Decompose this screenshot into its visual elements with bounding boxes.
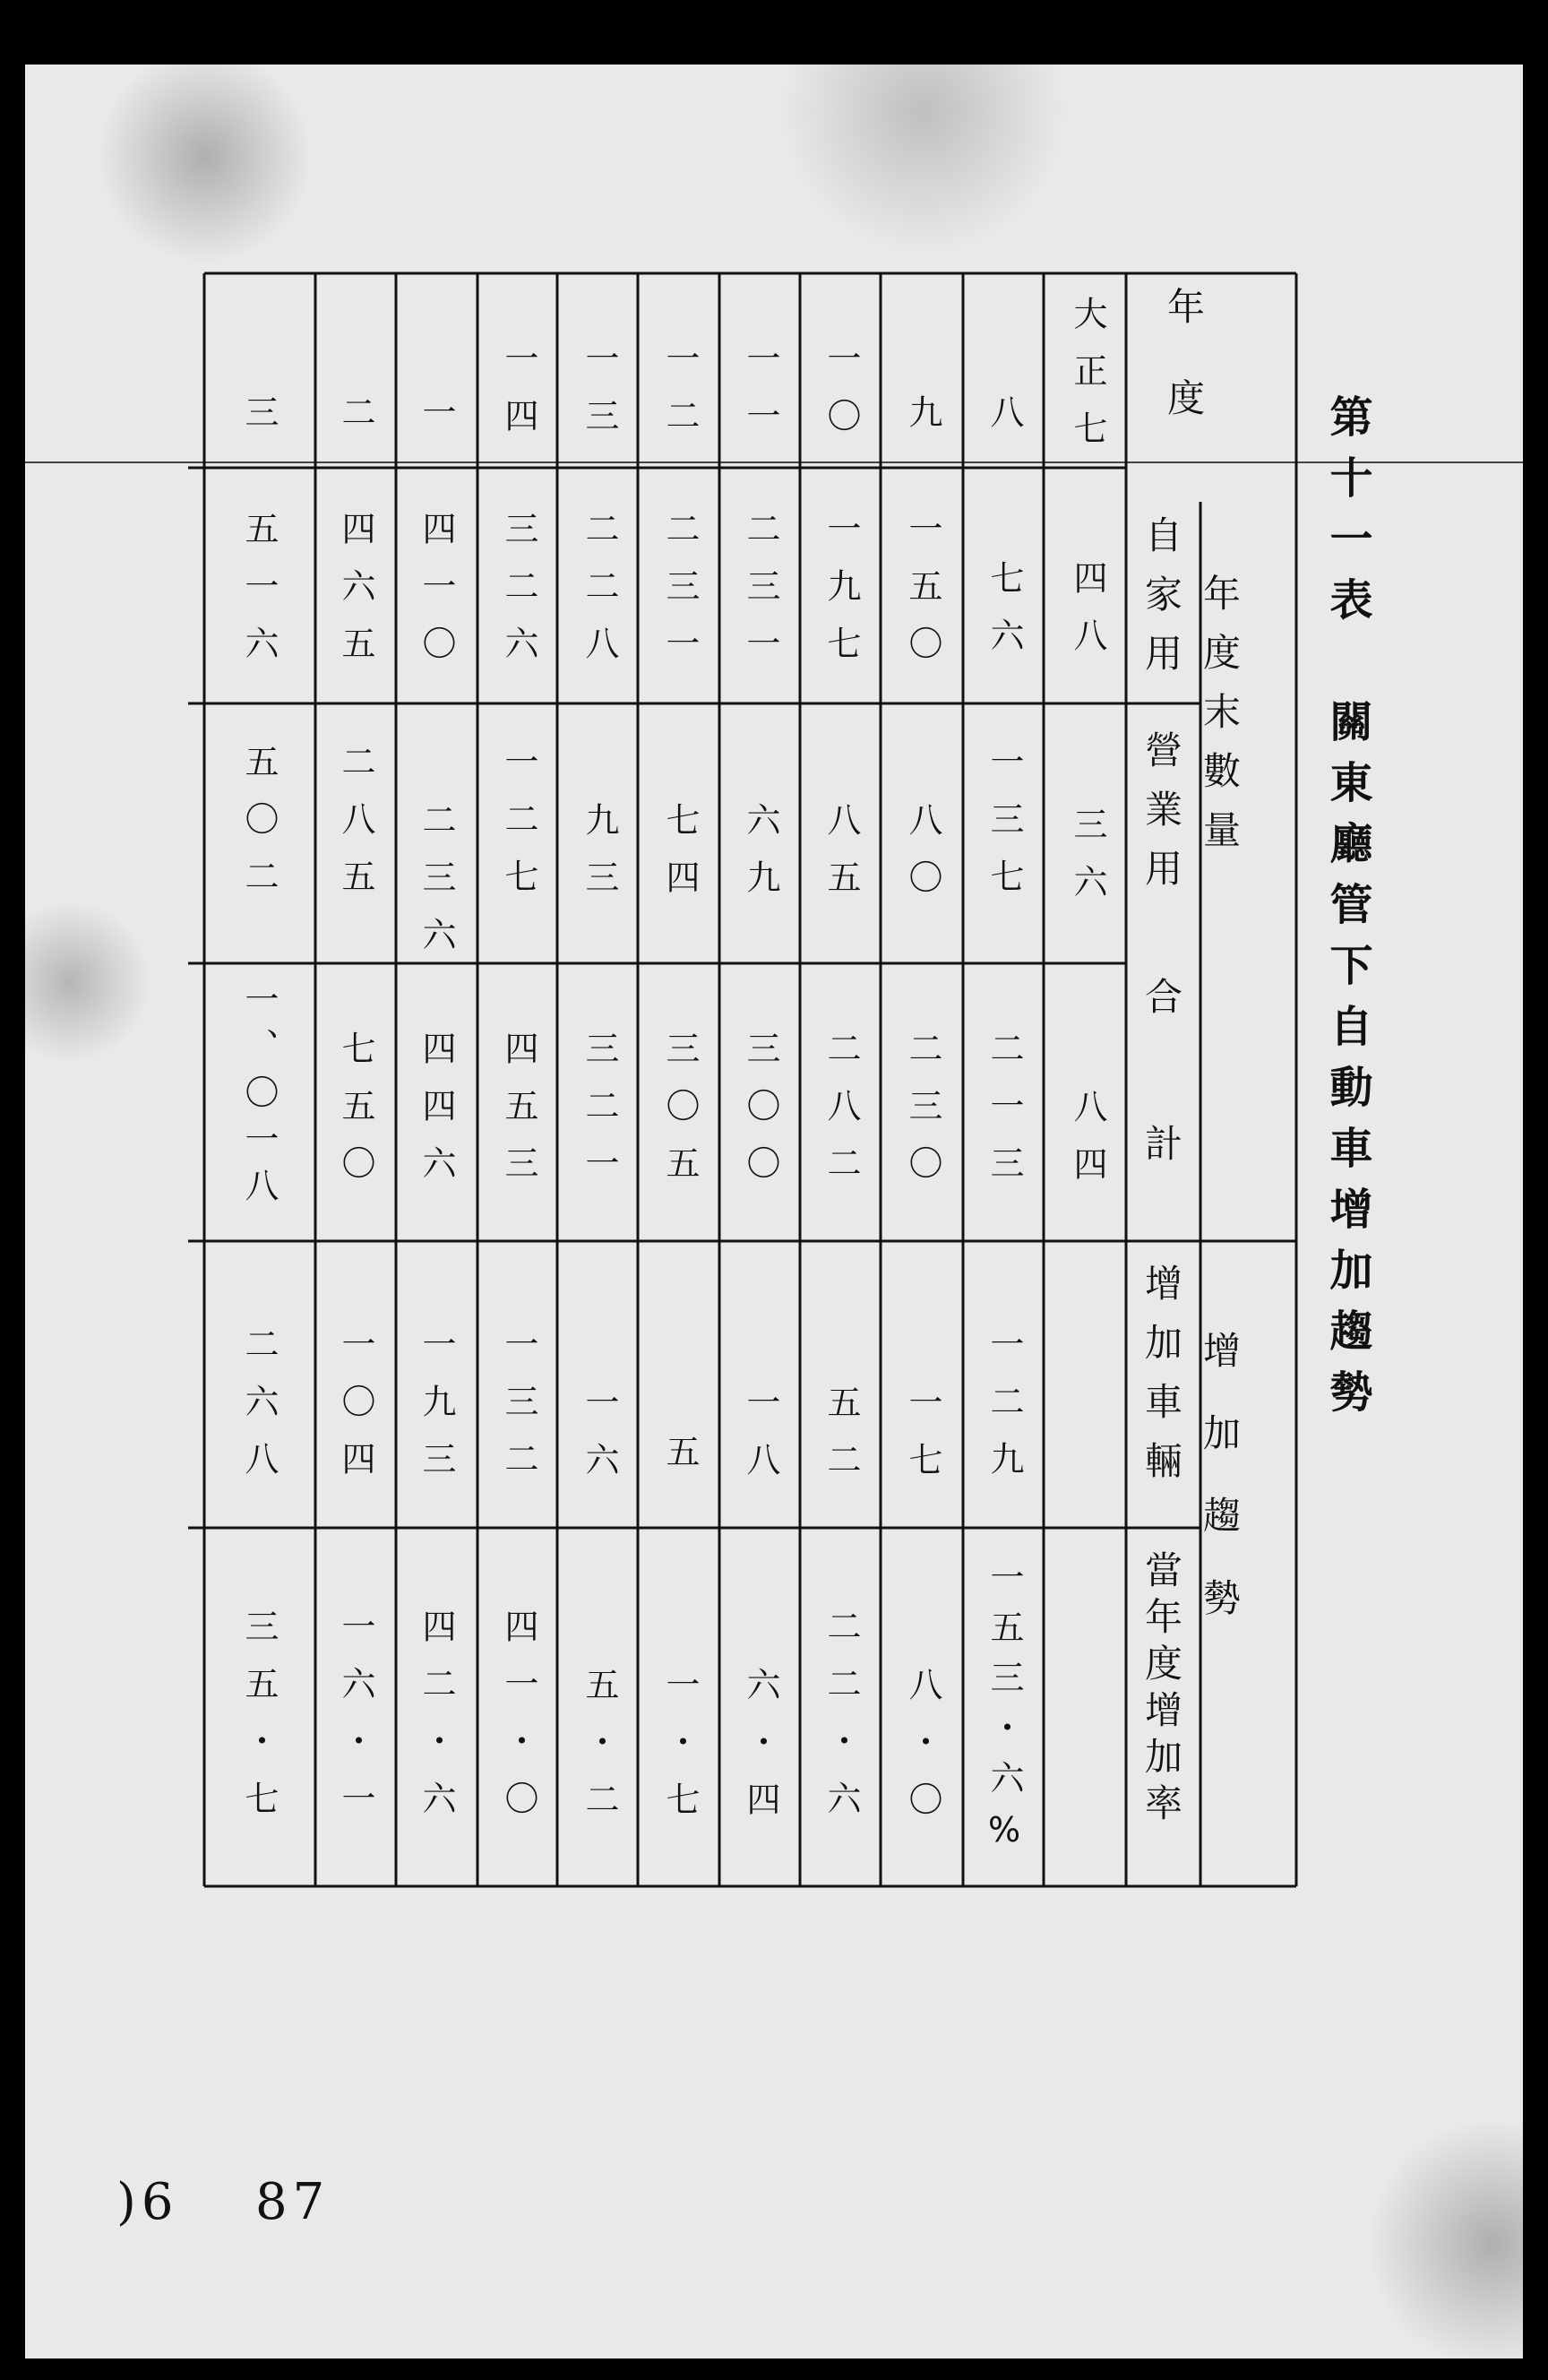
cell-commercial: 七四 xyxy=(660,802,700,917)
page-margin-mark: )6 xyxy=(116,2173,179,2231)
cell-rate: 二二・六 xyxy=(821,1608,861,1838)
header-commercial-use: 營業用 xyxy=(1140,730,1183,908)
cell-total: 七五〇 xyxy=(336,1030,375,1203)
cell-commercial: 九三 xyxy=(580,802,619,917)
cell-total: 八四 xyxy=(1068,1089,1107,1203)
cell-year: 八 xyxy=(985,394,1024,452)
cell-commercial: 八五 xyxy=(821,802,861,917)
cell-increase: 一六 xyxy=(580,1384,619,1499)
cell-year: 一一 xyxy=(741,341,780,455)
table-title: 第十一表 關東廳管下自動車增加趨勢 xyxy=(1322,394,1372,1430)
cell-total: 三〇〇 xyxy=(741,1030,780,1203)
cell-private: 二三一 xyxy=(660,511,700,683)
cell-commercial: 二八五 xyxy=(336,744,375,916)
cell-private: 七六 xyxy=(985,560,1024,675)
cell-private: 二二八 xyxy=(580,511,619,683)
cell-private: 四一〇 xyxy=(417,511,456,683)
cell-total: 二三〇 xyxy=(903,1030,942,1203)
cell-commercial: 六九 xyxy=(741,802,780,917)
page-number-text: 87 xyxy=(255,2173,331,2231)
cell-increase: 二六八 xyxy=(239,1326,279,1498)
cell-rate: 一・七 xyxy=(660,1667,700,1839)
header-increase-rate: 當年度增加率 xyxy=(1140,1550,1183,1830)
cell-commercial: 三六 xyxy=(1068,806,1107,921)
cell-private: 四八 xyxy=(1068,560,1107,675)
cell-year: 一三 xyxy=(580,341,619,455)
cell-increase: 一二九 xyxy=(985,1326,1024,1498)
cell-rate: 五・二 xyxy=(580,1667,619,1839)
cell-increase: 一八 xyxy=(741,1384,780,1499)
cell-private: 一五〇 xyxy=(903,511,942,683)
cell-commercial: 五〇二 xyxy=(239,744,279,916)
cell-commercial: 二三六 xyxy=(417,802,456,974)
cell-year: 一〇 xyxy=(821,341,861,455)
cell-commercial: 八〇 xyxy=(903,802,942,917)
cell-total: 三二一 xyxy=(580,1030,619,1203)
cell-private: 三二六 xyxy=(499,511,538,683)
cell-rate: 三五・七 xyxy=(239,1608,279,1838)
cell-private: 一九七 xyxy=(821,511,861,683)
cell-total: 四四六 xyxy=(417,1030,456,1203)
cell-rate: 四一・〇 xyxy=(499,1608,538,1838)
cell-total: 四五三 xyxy=(499,1030,538,1203)
cell-total: 三〇五 xyxy=(660,1030,700,1203)
cell-increase: 五二 xyxy=(821,1384,861,1499)
cell-increase: 五 xyxy=(660,1434,700,1491)
cell-year: 一 xyxy=(417,394,456,452)
header-increase-trend: 增加趨勢 xyxy=(1198,1331,1242,1660)
cell-commercial: 一二七 xyxy=(499,744,538,916)
header-private-use: 自家用 xyxy=(1140,515,1183,693)
cell-rate: 八・〇 xyxy=(903,1667,942,1839)
header-increased-vehicles: 增加車輛 xyxy=(1140,1263,1183,1500)
cell-rate: 一五三・六% xyxy=(985,1559,1024,1866)
cell-year: 二 xyxy=(336,394,375,452)
cell-private: 四六五 xyxy=(336,511,375,683)
cell-private: 五一六 xyxy=(239,511,279,683)
cell-increase: 一三二 xyxy=(499,1326,538,1498)
cell-increase: 一九三 xyxy=(417,1326,456,1498)
cell-total: 一、〇一八 xyxy=(239,981,279,1214)
header-year: 年度 xyxy=(1162,287,1206,470)
cell-year: 三 xyxy=(239,394,279,452)
cell-private: 二三一 xyxy=(741,511,780,683)
cell-rate: 四二・六 xyxy=(417,1608,456,1838)
cell-year: 九 xyxy=(903,394,942,452)
header-year-end-count: 年度末數量 xyxy=(1198,573,1242,869)
cell-year: 一四 xyxy=(499,341,538,455)
cell-rate: 一六・一 xyxy=(336,1608,375,1838)
cell-increase: 一七 xyxy=(903,1384,942,1499)
cell-year: 一二 xyxy=(660,341,700,455)
cell-total: 二八二 xyxy=(821,1030,861,1203)
header-total: 合 計 xyxy=(1140,977,1183,1197)
cell-total: 二一三 xyxy=(985,1030,1024,1203)
cell-rate: 六・四 xyxy=(741,1667,780,1839)
cell-year: 大正七 xyxy=(1068,296,1107,468)
cell-increase: 一〇四 xyxy=(336,1326,375,1498)
cell-commercial: 一三七 xyxy=(985,744,1024,916)
